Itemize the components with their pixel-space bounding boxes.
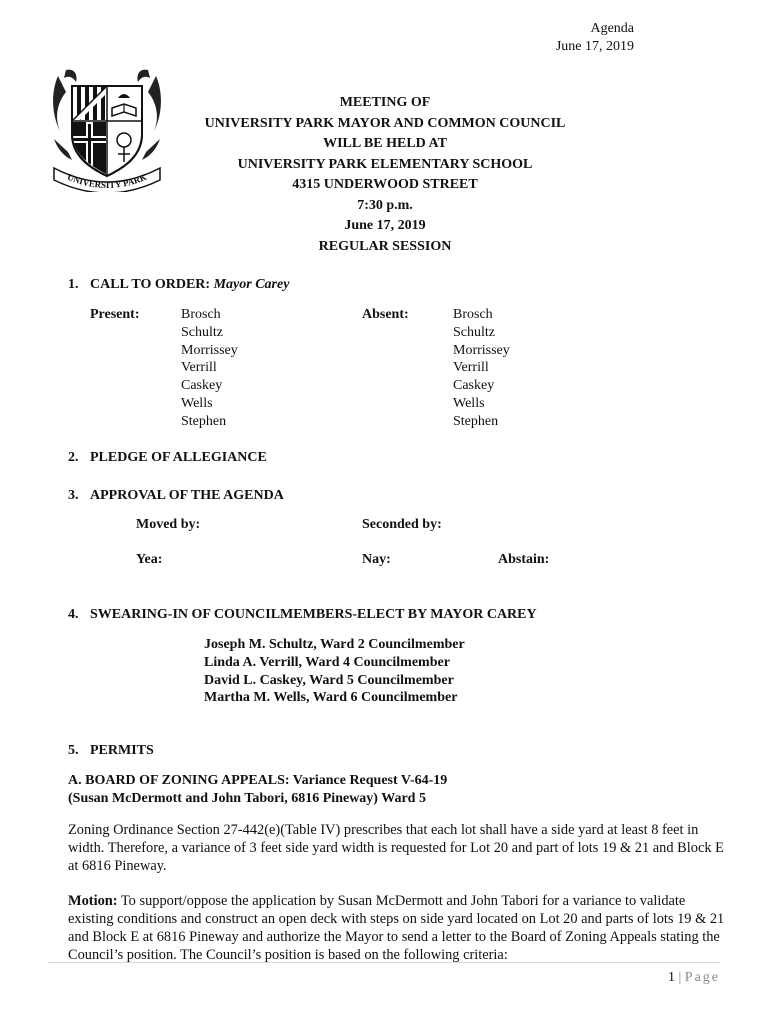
section-title: APPROVAL OF THE AGENDA xyxy=(90,488,284,503)
absent-label: Absent: xyxy=(362,307,409,322)
variance-heading-line: (Susan McDermott and John Tabori, 6816 Pineway) Ward 5 xyxy=(68,791,426,806)
section-call-to-order xyxy=(68,276,289,294)
list-item: Schultz xyxy=(453,324,495,340)
page-word: Page xyxy=(684,970,720,985)
section-permits xyxy=(68,742,154,760)
motion-label: Motion: xyxy=(68,893,118,909)
section-number: 4. xyxy=(68,607,79,622)
section-number: 1. xyxy=(68,277,79,292)
title-line: REGULAR SESSION xyxy=(318,238,452,254)
title-line: MEETING OF xyxy=(339,95,431,110)
section-title: CALL TO ORDER: xyxy=(90,277,211,292)
section-approval xyxy=(68,487,284,505)
seconded-by-label: Seconded by: xyxy=(362,517,442,532)
zoning-paragraph: Zoning Ordinance Section 27-442(e)(Table IV) prescribes that each lot shall have a side yard at least 8 feet in width. Therefore, a variance of 3 feet side yard width is requested for Lot 20 and part of lots 19 & 21 and Block E at 6816 Pineway. xyxy=(68,822,724,874)
present-label: Present: xyxy=(90,307,140,322)
meeting-title-block xyxy=(0,93,770,257)
section-swearing-in xyxy=(68,606,537,624)
list-item: Wells xyxy=(453,395,485,411)
page-number: 1 xyxy=(667,970,675,985)
section-number: 3. xyxy=(68,488,79,503)
title-line: June 17, 2019 xyxy=(344,218,426,233)
presider-name: Mayor Carey xyxy=(213,277,290,292)
list-item: Caskey xyxy=(181,378,223,394)
list-item: David L. Caskey, Ward 5 Councilmember xyxy=(204,672,454,688)
section-title: PLEDGE OF ALLEGIANCE xyxy=(90,450,267,465)
list-item: Stephen xyxy=(453,413,499,429)
list-item: Wells xyxy=(181,395,213,411)
list-item: Schultz xyxy=(181,324,223,340)
variance-heading-line: A. BOARD OF ZONING APPEALS: Variance Request V-64-19 xyxy=(68,773,448,788)
header-label: Agenda xyxy=(590,21,634,36)
motion-paragraph xyxy=(68,892,728,964)
section-pledge xyxy=(68,449,267,467)
page-footer xyxy=(668,970,720,986)
yea-label: Yea: xyxy=(136,552,163,567)
title-line: UNIVERSITY PARK ELEMENTARY SCHOOL xyxy=(237,156,533,172)
absent-list xyxy=(453,306,510,431)
variance-request-heading xyxy=(68,772,447,808)
list-item: Brosch xyxy=(453,307,493,322)
list-item: Verrill xyxy=(453,360,489,376)
list-item: Morrissey xyxy=(453,342,510,358)
list-item: Stephen xyxy=(181,413,227,429)
list-item: Joseph M. Schultz, Ward 2 Councilmember xyxy=(204,637,465,652)
title-line: UNIVERSITY PARK MAYOR AND COMMON COUNCIL xyxy=(204,115,566,131)
motion-text: To support/oppose the application by Susan McDermott and John Tabori for a variance to validate existing conditions and construct an open deck with steps on side yard located on Lot 20 and parts of lots 19 & 21 and Block E at 6816 Pineway and authorize the Mayor to send a letter to the Board of Zoning Appeals stating the Council’s position. The Council’s position is based on the following criteria: xyxy=(68,893,725,963)
section-number: 2. xyxy=(68,450,79,465)
seal-banner-text: UNIVERSITY PARK xyxy=(65,171,149,191)
nay-label: Nay: xyxy=(362,552,391,567)
title-line: 4315 UNDERWOOD STREET xyxy=(292,177,478,192)
title-line: 7:30 p.m. xyxy=(357,197,413,213)
list-item: Linda A. Verrill, Ward 4 Councilmember xyxy=(204,654,450,670)
list-item: Martha M. Wells, Ward 6 Councilmember xyxy=(204,690,458,706)
title-line: WILL BE HELD AT xyxy=(323,136,447,151)
list-item: Brosch xyxy=(181,307,221,322)
section-title: PERMITS xyxy=(90,743,154,758)
footer-separator: | xyxy=(678,970,682,985)
list-item: Morrissey xyxy=(181,342,238,358)
councilmembers-list xyxy=(204,636,465,707)
moved-by-label: Moved by: xyxy=(136,517,201,532)
abstain-label: Abstain: xyxy=(498,552,550,567)
list-item: Verrill xyxy=(181,360,217,376)
list-item: Caskey xyxy=(453,378,495,394)
section-title: SWEARING-IN OF COUNCILMEMBERS-ELECT BY MAYOR CAREY xyxy=(90,607,537,622)
present-list xyxy=(181,306,238,431)
section-number: 5. xyxy=(68,743,79,758)
document-header xyxy=(556,20,634,56)
footer-divider xyxy=(48,962,720,963)
header-date: June 17, 2019 xyxy=(555,39,634,54)
